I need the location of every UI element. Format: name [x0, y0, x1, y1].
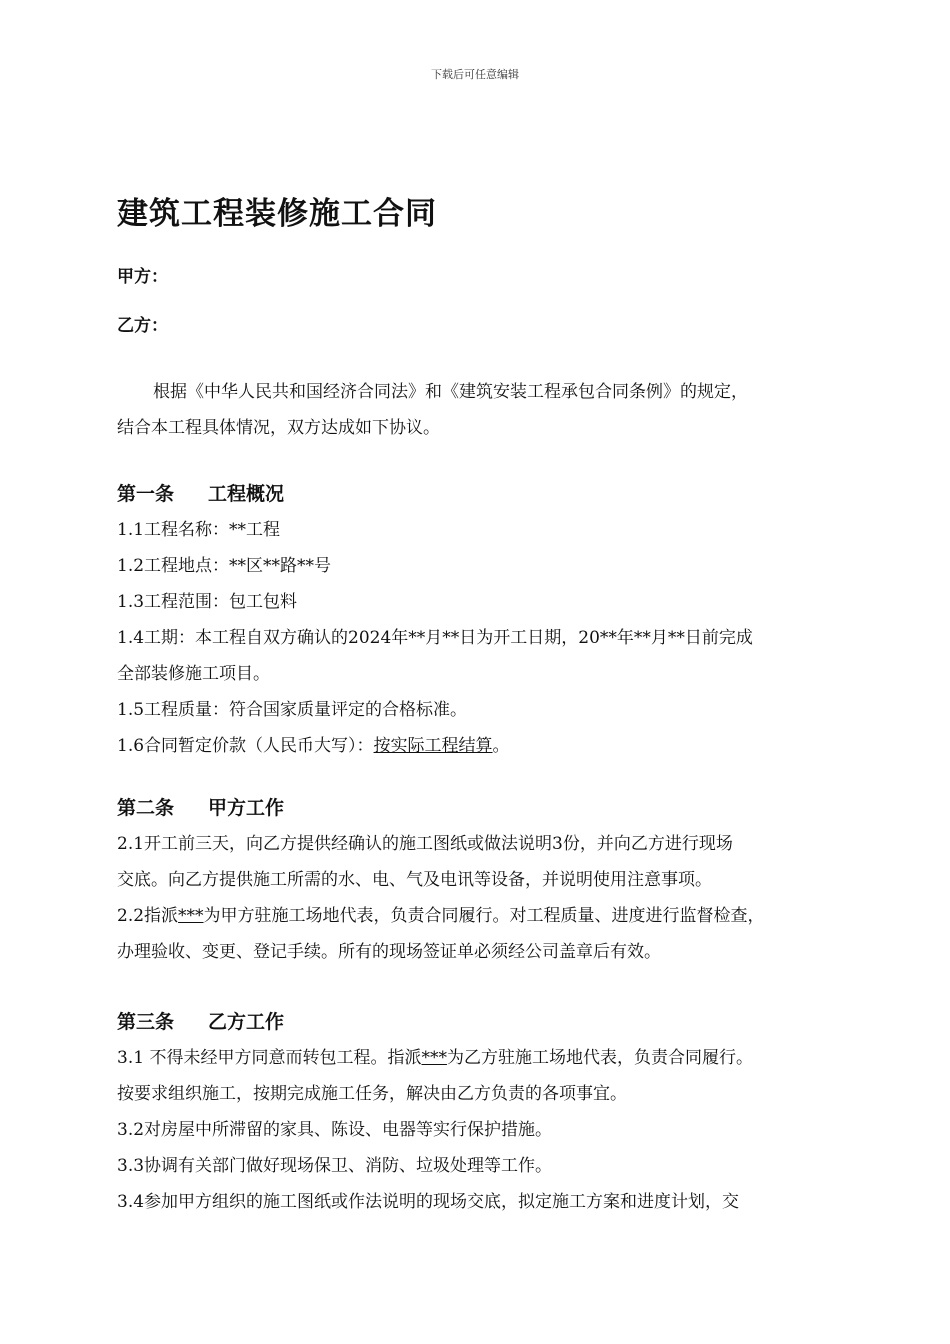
section-3-party-b-duties — [117, 1004, 857, 1220]
clause-line: 1.5工程质量：符合国家质量评定的合格标准。 — [117, 700, 468, 720]
section-number: 第一条 — [117, 483, 175, 505]
representative-name: *** — [178, 906, 204, 926]
section-number: 第三条 — [117, 1011, 175, 1033]
clause-line: 2.1开工前三天，向乙方提供经确认的施工图纸或做法说明3份，并向乙方进行现场 — [117, 834, 733, 854]
clause-text: 为甲方驻施工场地代表，负责合同履行。对工程质量、进度进行监督检查， — [203, 906, 765, 926]
clause-text: 。 — [492, 736, 510, 756]
section-name: 工程概况 — [208, 483, 285, 505]
section-name: 乙方工作 — [208, 1011, 285, 1033]
intro-line: 根据《中华人民共和国经济合同法》和《建筑安装工程承包合同条例》的规定， — [153, 382, 748, 402]
section-2-party-a-duties — [117, 790, 857, 970]
clause-line: 1.4工期：本工程自双方确认的2024年**月**日为开工日期，20**年**月**日前完成 — [117, 628, 753, 648]
clause-line: 1.1工程名称：**工程 — [117, 520, 281, 540]
section-number: 第二条 — [117, 797, 175, 819]
page-header-note: 下载后可任意编辑 — [431, 68, 519, 81]
party-a-label: 甲方： — [117, 267, 168, 287]
document-title: 建筑工程装修施工合同 — [117, 196, 437, 232]
clause-line: 1.2工程地点：**区**路**号 — [117, 556, 332, 576]
clause-line: 3.2对房屋中所滞留的家具、陈设、电器等实行保护措施。 — [117, 1120, 553, 1140]
price-value: 按实际工程结算 — [373, 736, 493, 756]
representative-name: *** — [421, 1048, 447, 1068]
section-name: 甲方工作 — [208, 797, 285, 819]
clause-line: 3.3协调有关部门做好现场保卫、消防、垃圾处理等工作。 — [117, 1156, 553, 1176]
clause-line — [117, 898, 857, 934]
clause-line: 交底。向乙方提供施工所需的水、电、气及电讯等设备，并说明使用注意事项。 — [117, 870, 712, 890]
intro-paragraph — [117, 374, 837, 446]
section-heading — [117, 1004, 857, 1040]
intro-line: 结合本工程具体情况，双方达成如下协议。 — [117, 418, 440, 438]
section-1-project-overview — [117, 476, 857, 764]
clause-text: 1.6合同暂定价款（人民币大写）： — [117, 736, 374, 756]
clause-line: 3.4参加甲方组织的施工图纸或作法说明的现场交底，拟定施工方案和进度计划，交 — [117, 1192, 740, 1212]
clause-line: 按要求组织施工，按期完成施工任务，解决由乙方负责的各项事宜。 — [117, 1084, 627, 1104]
clause-line: 全部装修施工项目。 — [117, 664, 270, 684]
clause-line: 办理验收、变更、登记手续。所有的现场签证单必须经公司盖章后有效。 — [117, 942, 661, 962]
party-b-label: 乙方： — [117, 316, 168, 336]
clause-line: 1.3工程范围：包工包料 — [117, 592, 298, 612]
clause-text: 为乙方驻施工场地代表，负责合同履行。 — [446, 1048, 753, 1068]
clause-text: 3.1 不得未经甲方同意而转包工程。指派 — [117, 1048, 422, 1068]
section-heading — [117, 790, 857, 826]
clause-line-price — [117, 728, 857, 764]
clause-text: 2.2指派 — [117, 906, 179, 926]
clause-line — [117, 1040, 857, 1076]
section-heading — [117, 476, 857, 512]
